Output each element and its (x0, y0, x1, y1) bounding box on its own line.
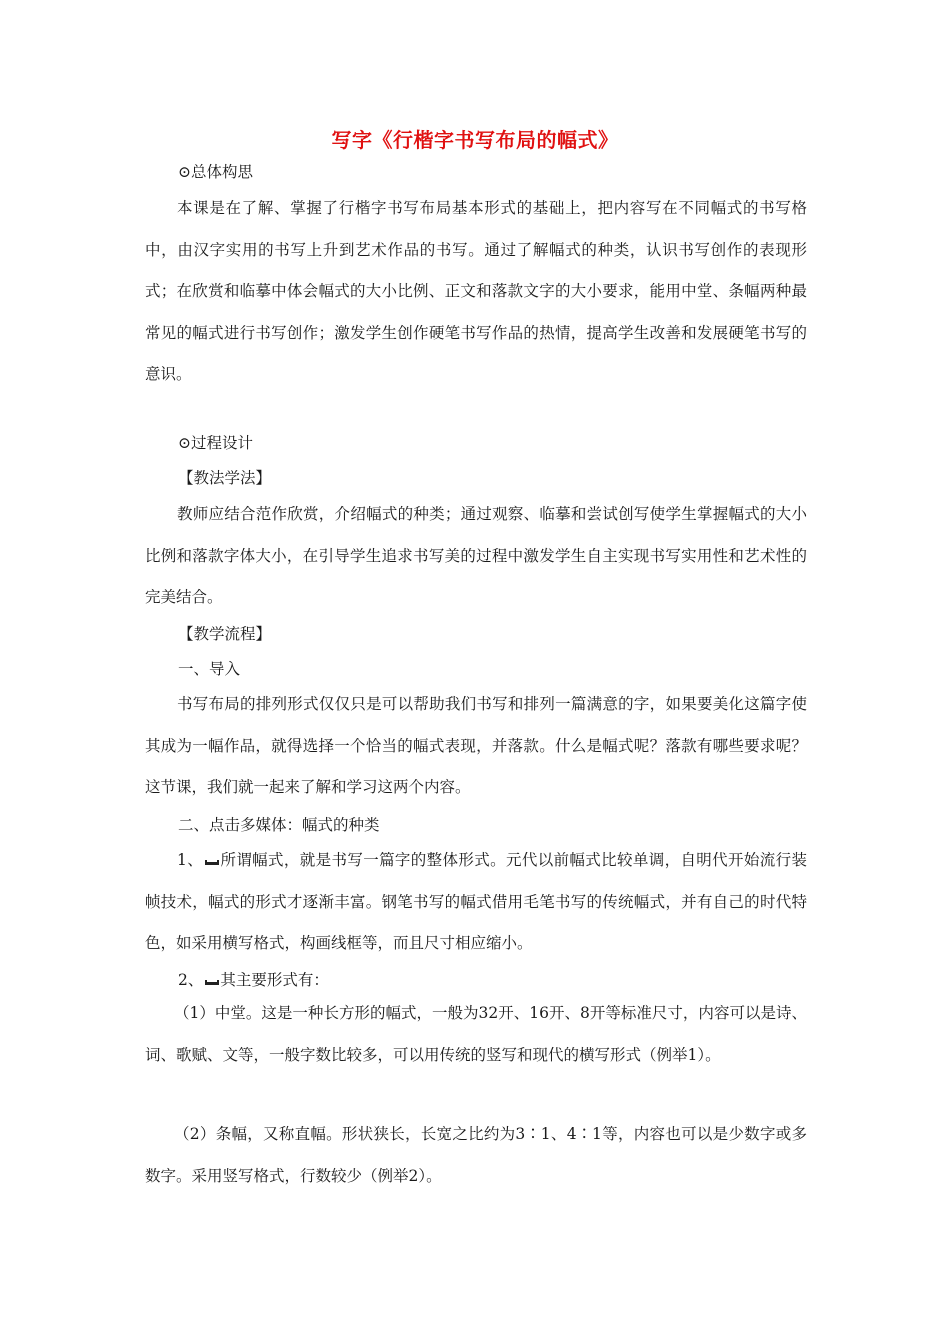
process-heading: ⊙过程设计 (178, 434, 253, 452)
point1-number: 1、 (177, 851, 204, 869)
sub2-paragraph: （2）条幅，又称直幅。形状狭长，长宽之比约为3∶1、4∶1等，内容也可以是少数字或多数字。采用竖写格式，行数较少（例举2）。 (145, 1125, 807, 1185)
sub1-paragraph: （1）中堂。这是一种长方形的幅式，一般为32开、16开、8开等标准尺寸，内容可以是诗、词、歌赋、文等，一般字数比较多，可以用传统的竖写和现代的横写形式（例举1）。 (145, 1004, 807, 1064)
step1-paragraph: 书写布局的排列形式仅仅只是可以帮助我们书写和排列一篇满意的字，如果要美化这篇字使其成为一幅作品，就得选择一个恰当的幅式表现，并落款。什么是幅式呢？落款有哪些要求呢？这节课，我们就一起来了解和学习这两个内容。 (145, 695, 807, 796)
point2-number: 2、 (178, 971, 204, 989)
step1-heading: 一、导入 (178, 660, 241, 678)
point2-text: 其主要形式有： (220, 971, 329, 989)
flow-heading: 【教学流程】 (178, 625, 272, 643)
methods-heading: 【教法学法】 (178, 469, 272, 487)
step2-heading: 二、点击多媒体：幅式的种类 (178, 816, 380, 834)
point1-text: 所谓幅式，就是书写一篇字的整体形式。元代以前幅式比较单调，自明代开始流行装帧技术，幅式的形式才逐渐丰富。钢笔书写的幅式借用毛笔书写的传统幅式，并有自己的时代特色，如采用横写格式，构画线框等，而且尺寸相应缩小。 (145, 851, 807, 952)
methods-paragraph: 教师应结合范作欣赏，介绍幅式的种类；通过观察、临摹和尝试创写使学生掌握幅式的大小比例和落款字体大小，在引导学生追求书写美的过程中激发学生自主实现书写实用性和艺术性的完美结合。 (145, 505, 807, 606)
document-title: 写字《行楷字书写布局的幅式》 (331, 128, 619, 152)
underline-mark-icon (205, 860, 219, 865)
overview-heading: ⊙总体构思 (178, 163, 253, 181)
point1-paragraph (145, 840, 807, 965)
point2-line (178, 970, 329, 990)
underline-mark-icon (205, 980, 219, 985)
overview-paragraph: 本课是在了解、掌握了行楷字书写布局基本形式的基础上，把内容写在不同幅式的书写格中，由汉字实用的书写上升到艺术作品的书写。通过了解幅式的种类，认识书写创作的表现形式；在欣赏和临摹中体会幅式的大小比例、正文和落款文字的大小要求，能用中堂、条幅两种最常见的幅式进行书写创作；激发学生创作硬笔书写作品的热情，提高学生改善和发展硬笔书写的意识。 (145, 199, 807, 383)
